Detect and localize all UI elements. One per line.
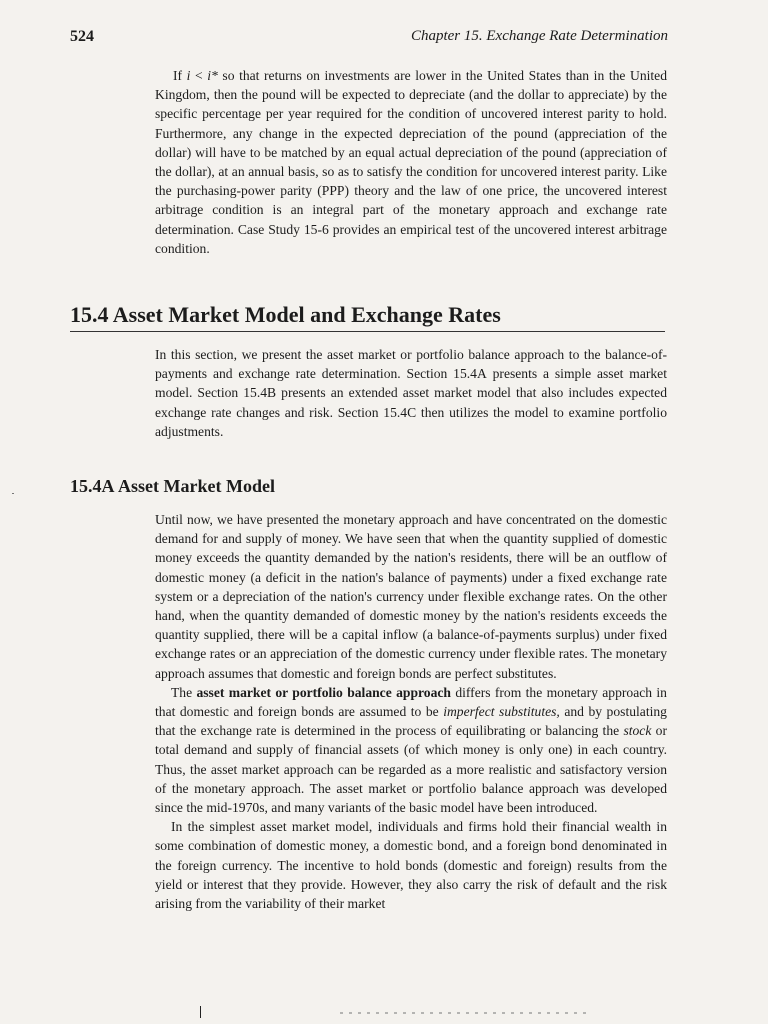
section-intro-paragraph: In this section, we present the asset market or portfolio balance approach to the balance-of-payments and exchange rate determination. Section 15.4A presents a simple asset market model. Section 15.4B presents an extended asset market model that also includes expected exchange rate changes and risk. Section 15.4C then utilizes the model to examine portfolio adjustments. [155, 347, 667, 439]
subsection-heading: 15.4A Asset Market Model [70, 476, 275, 496]
subsection-body [155, 510, 667, 913]
scan-artifact-dots [340, 1012, 590, 1014]
page-number: 524 [70, 28, 94, 45]
body-paragraph: The asset market or portfolio balance approach differs from the monetary approach in that domestic and foreign bonds are assumed to be imperfect substitutes, and by postulating that the exchange rate is determined in the process of equilibrating or balancing the stock or total demand and supply of financial assets (of which money is only one) in each country. Thus, the asset market approach can be regarded as a more realistic and satisfactory version of the monetary approach. The asset market or portfolio balance approach was developed since the mid-1970s, and many variants of the basic model have been introduced. [155, 684, 667, 816]
scan-artifact-mark [200, 1006, 201, 1018]
body-paragraph: Until now, we have presented the monetary approach and have concentrated on the domestic demand for and supply of money. We have seen that when the quantity supplied of domestic money exceeds the quantity demanded by the nation's residents, there will be an outflow of domestic money (a deficit in the nation's balance of payments) under a fixed exchange rate system or a depreciation of the nation's currency under flexible exchange rates. On the other hand, when the quantity demanded of domestic money by the nation's residents exceeds the quantity supplied, there will be a capital inflow (a balance-of-payments surplus) under fixed exchange rates or an appreciation of the domestic currency under flexible rates. The monetary approach assumes that domestic and foreign bonds are perfect substitutes. [155, 512, 667, 681]
running-head: Chapter 15. Exchange Rate Determination [410, 28, 668, 44]
section-heading: 15.4 Asset Market Model and Exchange Rates [70, 302, 665, 332]
scan-speck [12, 493, 14, 494]
intro-paragraph: If i < i* so that returns on investments are lower in the United States than in the United Kingdom, then the pound will be expected to depreciate (and the dollar to appreciate) by the specific percentage per year required for the condition of uncovered interest parity to hold. Furthermore, any change in the expected depreciation of the pound (appreciation of the dollar) will have to be matched by an equal actual depreciation of the pound (appreciation of the dollar), at an annual basis, so as to satisfy the condition for uncovered interest parity. Like the purchasing-power parity (PPP) theory and the law of one price, the uncovered interest arbitrage condition is an integral part of the monetary approach and exchange rate determination. Case Study 15-6 provides an empirical test of the uncovered interest arbitrage condition. [155, 68, 668, 256]
body-paragraph: In the simplest asset market model, individuals and firms hold their financial wealth in some combination of domestic money, a domestic bond, and a foreign bond denominated in the foreign currency. The incentive to hold bonds (domestic and foreign) results from the yield or interest that they provide. However, they also carry the risk of default and the risk arising from the variability of their market [155, 819, 667, 912]
